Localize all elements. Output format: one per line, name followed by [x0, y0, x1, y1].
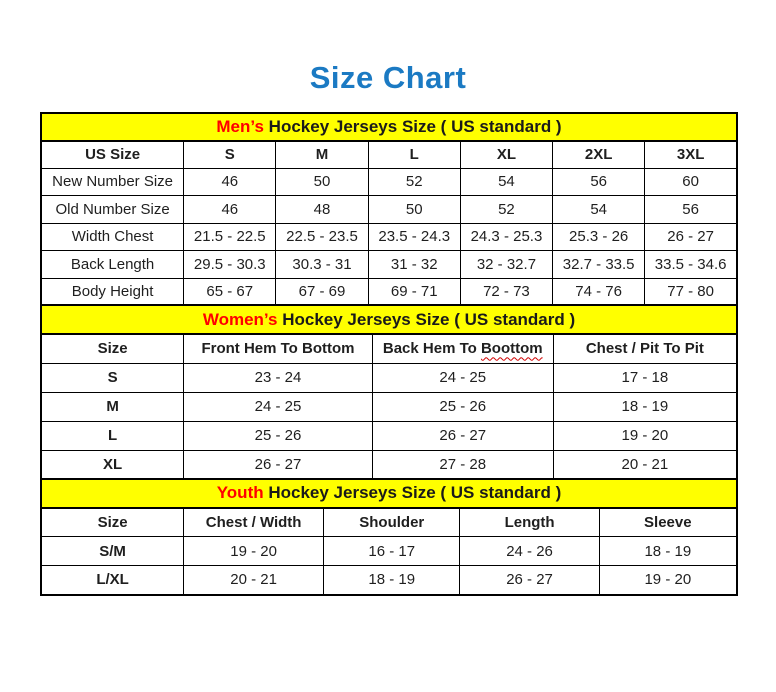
youth-header-row	[41, 508, 737, 537]
value-cell: 17 - 18	[553, 363, 737, 392]
value-cell: 52	[368, 168, 460, 196]
table-row	[41, 537, 737, 566]
table-row	[41, 450, 737, 479]
row-label-cell: S	[41, 363, 184, 392]
value-cell: 23.5 - 24.3	[368, 223, 460, 251]
value-cell: 19 - 20	[553, 421, 737, 450]
value-cell: 60	[645, 168, 737, 196]
col-header-m: M	[276, 141, 368, 169]
row-label-cell: XL	[41, 450, 184, 479]
row-label-cell: Back Length	[41, 251, 184, 279]
value-cell: 19 - 20	[599, 566, 737, 595]
youth-section-row	[41, 479, 737, 508]
value-cell: 56	[553, 168, 645, 196]
table-row	[41, 566, 737, 595]
row-label-cell: New Number Size	[41, 168, 184, 196]
value-cell: 24 - 26	[460, 537, 599, 566]
table-row	[41, 421, 737, 450]
col-header-2xl: 2XL	[553, 141, 645, 169]
youth-size-table	[40, 478, 738, 596]
value-cell: 32 - 32.7	[460, 251, 552, 279]
row-label-cell: M	[41, 392, 184, 421]
row-label-cell: S/M	[41, 537, 184, 566]
value-cell: 19 - 20	[184, 537, 324, 566]
value-cell: 46	[184, 168, 276, 196]
col-header-back-hem	[372, 334, 553, 363]
value-cell: 24 - 25	[372, 363, 553, 392]
value-cell: 65 - 67	[184, 278, 276, 306]
col-header-l: L	[368, 141, 460, 169]
value-cell: 50	[276, 168, 368, 196]
table-row	[41, 392, 737, 421]
mens-section-rest: Hockey Jerseys Size ( US standard )	[268, 116, 562, 136]
value-cell: 24.3 - 25.3	[460, 223, 552, 251]
youth-section-highlight: Youth	[216, 483, 264, 502]
value-cell: 21.5 - 22.5	[184, 223, 276, 251]
value-cell: 18 - 19	[599, 537, 737, 566]
value-cell: 54	[553, 196, 645, 224]
value-cell: 16 - 17	[324, 537, 460, 566]
mens-section-title	[41, 113, 737, 141]
value-cell: 30.3 - 31	[276, 251, 368, 279]
value-cell: 56	[645, 196, 737, 224]
col-header-3xl: 3XL	[645, 141, 737, 169]
value-cell: 26 - 27	[645, 223, 737, 251]
col-header-us-size: US Size	[41, 141, 184, 169]
mens-header-row	[41, 141, 737, 169]
table-row	[41, 196, 737, 224]
value-cell: 54	[460, 168, 552, 196]
value-cell: 26 - 27	[184, 450, 373, 479]
value-cell: 50	[368, 196, 460, 224]
womens-section-highlight: Women’s	[202, 309, 278, 329]
mens-size-table	[40, 112, 738, 307]
back-hem-prefix: Back Hem To	[382, 340, 477, 358]
value-cell: 69 - 71	[368, 278, 460, 306]
value-cell: 25 - 26	[372, 392, 553, 421]
mens-section-row	[41, 113, 737, 141]
value-cell: 27 - 28	[372, 450, 553, 479]
page-title: Size Chart	[309, 60, 467, 95]
misspelled-word: Boottom	[480, 340, 543, 358]
youth-section-rest: Hockey Jerseys Size ( US standard )	[268, 483, 562, 502]
value-cell: 26 - 27	[372, 421, 553, 450]
womens-header-row	[41, 334, 737, 363]
value-cell: 32.7 - 33.5	[553, 251, 645, 279]
col-header-size: Size	[41, 508, 184, 537]
col-header-s: S	[184, 141, 276, 169]
row-label-cell: Old Number Size	[41, 196, 184, 224]
row-label-cell: L/XL	[41, 566, 184, 595]
value-cell: 29.5 - 30.3	[184, 251, 276, 279]
value-cell: 52	[460, 196, 552, 224]
value-cell: 74 - 76	[553, 278, 645, 306]
value-cell: 72 - 73	[460, 278, 552, 306]
womens-section-row	[41, 305, 737, 334]
youth-section-title	[41, 479, 737, 508]
row-label-cell: Width Chest	[41, 223, 184, 251]
value-cell: 31 - 32	[368, 251, 460, 279]
row-label-cell: Body Height	[41, 278, 184, 306]
row-label-cell: L	[41, 421, 184, 450]
womens-size-table	[40, 304, 738, 480]
col-header-length: Length	[460, 508, 599, 537]
value-cell: 77 - 80	[645, 278, 737, 306]
mens-section-highlight: Men’s	[216, 116, 264, 136]
table-row	[41, 168, 737, 196]
col-header-sleeve: Sleeve	[599, 508, 737, 537]
col-header-chest-width: Chest / Width	[184, 508, 324, 537]
value-cell: 67 - 69	[276, 278, 368, 306]
value-cell: 26 - 27	[460, 566, 599, 595]
col-header-front-hem: Front Hem To Bottom	[184, 334, 373, 363]
value-cell: 18 - 19	[324, 566, 460, 595]
size-chart-tables	[40, 112, 738, 596]
value-cell: 22.5 - 23.5	[276, 223, 368, 251]
col-header-xl: XL	[460, 141, 552, 169]
value-cell: 24 - 25	[184, 392, 373, 421]
value-cell: 48	[276, 196, 368, 224]
col-header-shoulder: Shoulder	[324, 508, 460, 537]
table-row	[41, 251, 737, 279]
table-row	[41, 223, 737, 251]
value-cell: 20 - 21	[553, 450, 737, 479]
value-cell: 46	[184, 196, 276, 224]
table-row	[41, 278, 737, 306]
col-header-size: Size	[41, 334, 184, 363]
womens-section-rest: Hockey Jerseys Size ( US standard )	[282, 309, 576, 329]
value-cell: 18 - 19	[553, 392, 737, 421]
value-cell: 20 - 21	[184, 566, 324, 595]
value-cell: 23 - 24	[184, 363, 373, 392]
womens-section-title	[41, 305, 737, 334]
col-header-chest-pit: Chest / Pit To Pit	[553, 334, 737, 363]
value-cell: 33.5 - 34.6	[645, 251, 737, 279]
value-cell: 25.3 - 26	[553, 223, 645, 251]
value-cell: 25 - 26	[184, 421, 373, 450]
table-row	[41, 363, 737, 392]
